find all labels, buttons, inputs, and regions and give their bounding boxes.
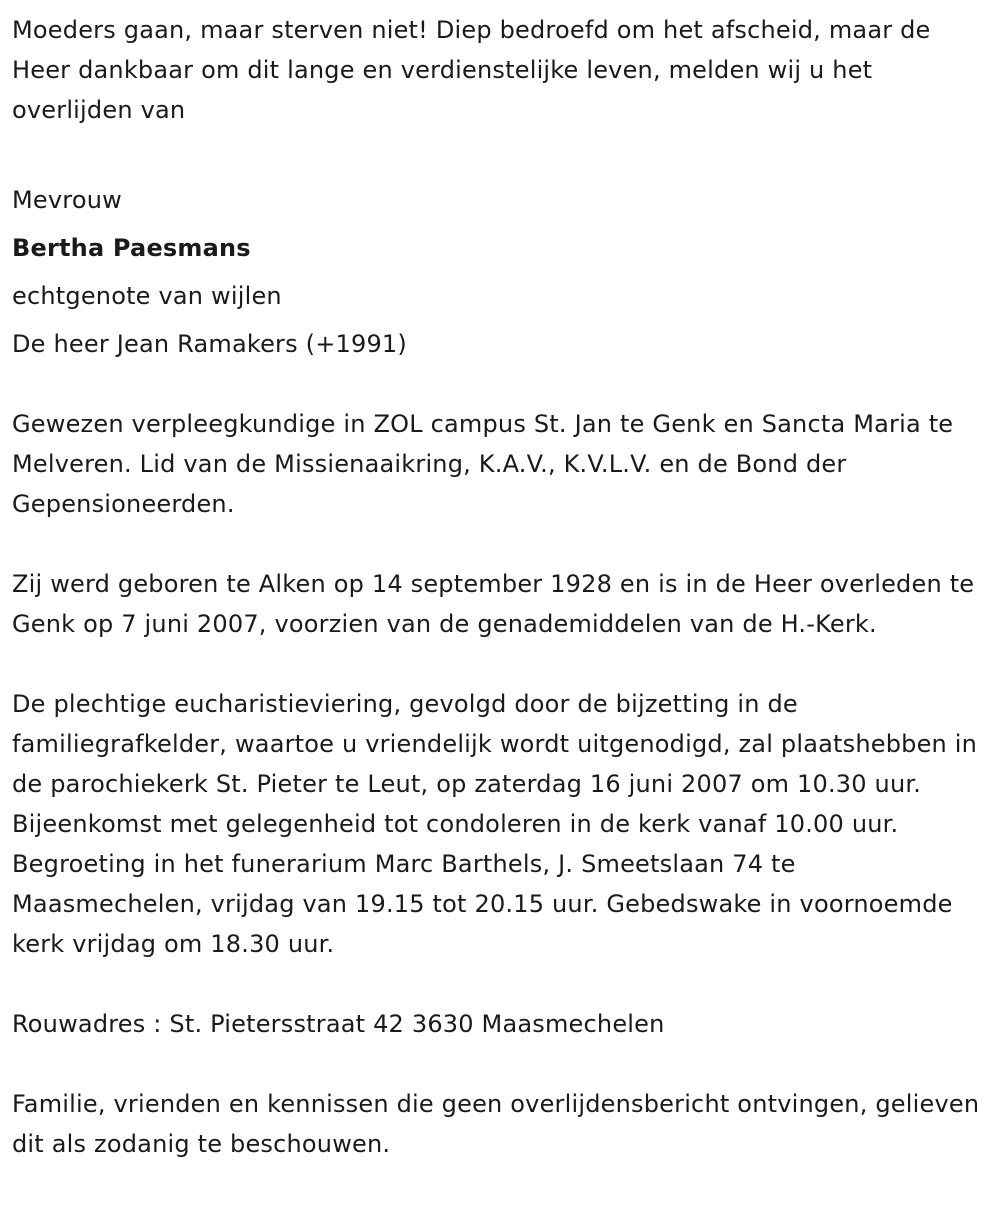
birth-death-paragraph: Zij werd geboren te Alken op 14 september 1928 en is in de Heer overleden te Genk op 7 juni 2007, voorzien van de genademiddelen van de H.-Kerk. xyxy=(12,570,975,638)
closing-paragraph: Familie, vrienden en kennissen die geen overlijdensbericht ontvingen, gelieven dit als zodanig te beschouwen. xyxy=(12,1090,980,1158)
deceased-name: Bertha Paesmans xyxy=(12,234,251,262)
intro-paragraph: Moeders gaan, maar sterven niet! Diep bedroefd om het afscheid, maar de Heer dankbaar om dit lange en verdienstelijke leven, melden wij u het overlijden van xyxy=(12,16,931,124)
spouse-name: De heer Jean Ramakers (+1991) xyxy=(12,330,407,358)
deceased-block xyxy=(12,176,988,368)
mourning-address: Rouwadres : St. Pietersstraat 42 3630 Maasmechelen xyxy=(12,1010,665,1038)
ceremony-paragraph: De plechtige eucharistieviering, gevolgd door de bijzetting in de familiegrafkelder, waartoe u vriendelijk wordt uitgenodigd, zal plaatshebben in de parochiekerk St. Pieter te Leut, op zaterdag 16 juni 2007 om 10.30 uur. Bijeenkomst met gelegenheid tot condoleren in de kerk vanaf 10.00 uur. Begroeting in het funerarium Marc Barthels, J. Smeetslaan 74 te Maasmechelen, vrijdag van 19.15 tot 20.15 uur. Gebedswake in voornoemde kerk vrijdag om 18.30 uur. xyxy=(12,690,978,958)
title-prefix: Mevrouw xyxy=(12,186,122,214)
spouse-label: echtgenote van wijlen xyxy=(12,282,282,310)
career-paragraph: Gewezen verpleegkundige in ZOL campus St. Jan te Genk en Sancta Maria te Melveren. Lid van de Missienaaikring, K.A.V., K.V.L.V. en de Bond der Gepensioneerden. xyxy=(12,410,954,518)
